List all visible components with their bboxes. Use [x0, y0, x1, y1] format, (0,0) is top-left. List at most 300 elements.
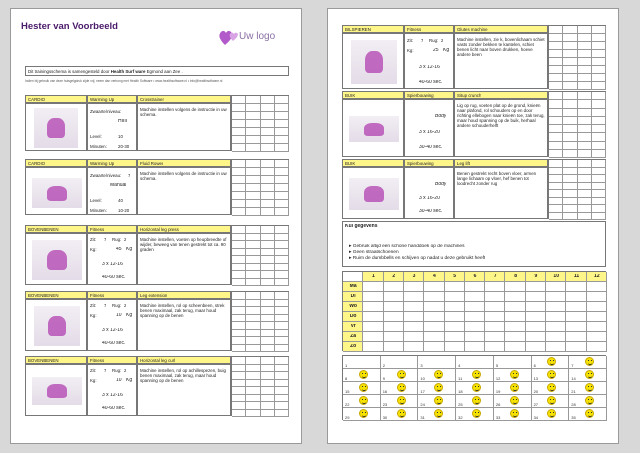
grid-cell: [563, 34, 577, 42]
exercise-category: BOVENBENEN: [28, 358, 59, 363]
minutes-label: Minuten:: [90, 144, 107, 149]
attendance-cell: [566, 342, 586, 352]
grid-cell: [592, 82, 606, 90]
smiley-icon: [397, 383, 406, 392]
grid-cell: [246, 337, 260, 345]
attendance-cell: [363, 332, 383, 342]
exercise-description: Machine instellen, rol op scheenbeen, strek benen maximaal, zak terug, maar houd spanning op de benen: [140, 303, 225, 318]
back-label: Rug:: [112, 237, 122, 242]
attendance-cell: [363, 342, 383, 352]
grid-cell: [275, 249, 289, 257]
smiley-icon: [472, 370, 481, 379]
grid-cell: [275, 300, 289, 308]
attendance-cell: [363, 322, 383, 332]
grid-cell: [232, 380, 246, 388]
grid-cell: [246, 160, 260, 168]
attendance-cell: [526, 302, 546, 312]
grid-cell: [232, 184, 246, 192]
progress-grid: [231, 291, 289, 351]
grid-cell: [578, 175, 592, 183]
grid-cell: [578, 92, 592, 100]
smiley-icon: [510, 396, 519, 405]
grid-cell: [592, 92, 606, 100]
grid-cell: [261, 226, 275, 234]
smiley-icon: [585, 409, 594, 418]
grid-cell: [246, 264, 260, 272]
sets-reps: 3 x 12-16: [102, 328, 123, 333]
grid-cell: [232, 168, 246, 176]
grid-cell: [578, 50, 592, 58]
grid-cell: [261, 128, 275, 136]
grid-cell: [246, 136, 260, 144]
attendance-cell: [404, 322, 424, 332]
progress-grid: [231, 159, 289, 215]
attendance-cell: [424, 342, 444, 352]
level-label: Level:: [90, 198, 102, 203]
grid-cell: [246, 387, 260, 395]
day-header: [343, 342, 363, 352]
attendance-cell: [424, 332, 444, 342]
calendar-day-number: 34: [533, 415, 539, 420]
exercise-name: Leg extension: [140, 293, 168, 298]
exercise-name: Glutes machine: [457, 27, 488, 32]
week-number-header: [424, 272, 444, 282]
attendance-cell: [445, 332, 465, 342]
grid-cell: [261, 357, 275, 365]
setting-label: Zwaarte/niveau:: [90, 109, 122, 114]
grid-cell: [261, 365, 275, 373]
attendance-cell: [546, 312, 566, 322]
exercise-type: Warming Up: [90, 161, 115, 166]
calendar-day-number: 21: [571, 389, 576, 394]
week-number: 2: [392, 274, 396, 279]
grid-cell: [246, 315, 260, 323]
exercise-description: Machine instellen volgens de instructie in uw schema.: [140, 107, 227, 117]
calendar-day-number: 20: [533, 389, 539, 394]
grid-cell: [275, 144, 289, 152]
grid-cell: [232, 264, 246, 272]
grid-cell: [275, 402, 289, 410]
weight-value: 10: [116, 378, 122, 383]
grid-cell: [232, 144, 246, 152]
smiley-icon: [510, 383, 519, 392]
calendar-day-number: 15: [345, 389, 350, 394]
level-label: Level:: [90, 134, 102, 139]
calendar-day: [569, 408, 607, 421]
grid-cell: [232, 292, 246, 300]
grid-cell: [578, 168, 592, 176]
grid-cell: [261, 256, 275, 264]
day-label: Zo: [350, 344, 357, 349]
calendar-day: [494, 408, 532, 421]
attendance-cell: [404, 292, 424, 302]
grid-cell: [246, 256, 260, 264]
attendance-cell: [566, 302, 586, 312]
kg-label: Kg:: [90, 313, 97, 318]
sets-reps: 3 x 12-16: [102, 262, 123, 267]
attendance-cell: [465, 322, 485, 332]
minutes-value: 20-30: [118, 144, 130, 149]
calendar-day: [418, 395, 456, 408]
attendance-cell: [363, 312, 383, 322]
glutes-machine-illustration: [351, 40, 397, 84]
attendance-cell: [445, 282, 465, 292]
smiley-icon: [397, 396, 406, 405]
seat-value: 7: [421, 38, 424, 43]
grid-cell: [261, 184, 275, 192]
attendance-cell: [404, 332, 424, 342]
attendance-cell: [445, 302, 465, 312]
notes-title: Kul gegevens: [345, 224, 378, 229]
attendance-cell: [566, 312, 586, 322]
day-header: [343, 282, 363, 292]
grid-cell: [592, 26, 606, 34]
grid-cell: [563, 117, 577, 125]
calendar-day-number: 23: [382, 402, 388, 407]
attendance-cell: [343, 272, 363, 282]
smiley-icon: [585, 383, 594, 392]
smiley-icon: [585, 396, 594, 405]
smiley-icon: [359, 409, 368, 418]
attendance-cell: [445, 312, 465, 322]
calendar-day-number: 26: [495, 402, 501, 407]
grid-cell: [275, 120, 289, 128]
smiley-icon: [547, 396, 556, 405]
intro-strong: Health Surf ware: [110, 69, 147, 74]
attendance-cell: [445, 292, 465, 302]
exercise-type: Fitness: [407, 27, 422, 32]
grid-cell: [261, 402, 275, 410]
rest-time: 30-40 sec.: [419, 145, 443, 150]
grid-cell: [261, 337, 275, 345]
calendar-day: [569, 382, 607, 395]
grid-cell: [246, 365, 260, 373]
attendance-cell: [505, 332, 525, 342]
grid-cell: [246, 380, 260, 388]
grid-cell: [592, 58, 606, 66]
leg-curl-illustration: [32, 377, 82, 405]
rest-time: 40-60 sec.: [102, 406, 126, 411]
calendar-day: [456, 395, 494, 408]
grid-cell: [275, 241, 289, 249]
grid-cell: [261, 372, 275, 380]
grid-cell: [246, 226, 260, 234]
seat-value: 7: [104, 237, 107, 242]
calendar-day-number: 7: [571, 363, 574, 368]
grid-cell: [563, 74, 577, 82]
weight-unit: Kg: [126, 313, 133, 318]
back-label: Rug:: [429, 38, 439, 43]
calendar-day-number: 16: [382, 389, 388, 394]
calendar-day: [494, 369, 532, 382]
grid-cell: [578, 82, 592, 90]
grid-cell: [578, 66, 592, 74]
attendance-cell: [587, 322, 607, 332]
attendance-cell: [587, 342, 607, 352]
exercise-type: Spierbouwing: [407, 93, 434, 98]
grid-cell: [563, 190, 577, 198]
attendance-cell: [363, 292, 383, 302]
grid-cell: [592, 117, 606, 125]
grid-cell: [549, 34, 563, 42]
grid-cell: [563, 168, 577, 176]
attendance-cell: [526, 292, 546, 302]
grid-cell: [246, 271, 260, 279]
grid-cell: [549, 82, 563, 90]
attendance-cell: [363, 302, 383, 312]
grid-cell: [246, 234, 260, 242]
attendance-cell: [587, 332, 607, 342]
grid-cell: [232, 357, 246, 365]
grid-cell: [578, 117, 592, 125]
calendar-day: [381, 408, 419, 421]
calendar-day: [532, 408, 570, 421]
weight-unit: Kg: [126, 378, 133, 383]
grid-cell: [232, 402, 246, 410]
weekly-attendance-grid: [342, 271, 606, 351]
progress-grid: [548, 159, 606, 219]
grid-cell: [232, 249, 246, 257]
smiley-icon: [547, 357, 556, 366]
logo-text: Uw logo: [239, 31, 276, 42]
smiley-icon: [434, 370, 443, 379]
attendance-cell: [587, 312, 607, 322]
kg-label: Kg:: [90, 247, 97, 252]
grid-cell: [261, 168, 275, 176]
grid-cell: [549, 133, 563, 141]
progress-grid: [231, 356, 289, 416]
calendar-day: [343, 382, 381, 395]
seat-label: Zit:: [90, 303, 97, 308]
rest-time: 40-60 sec.: [102, 341, 126, 346]
calendar-day-number: 19: [495, 389, 501, 394]
calendar-day-number: 35: [571, 415, 576, 420]
week-number: 7: [493, 274, 497, 279]
attendance-cell: [526, 322, 546, 332]
smiley-icon: [397, 409, 406, 418]
grid-cell: [232, 136, 246, 144]
calendar-day: [569, 369, 607, 382]
calendar-day-number: 22: [345, 402, 350, 407]
exercise-name: Horizontal leg press: [140, 227, 179, 232]
grid-cell: [246, 330, 260, 338]
grid-cell: [275, 96, 289, 104]
attendance-cell: [424, 312, 444, 322]
smiley-icon: [547, 383, 556, 392]
grid-cell: [275, 192, 289, 200]
week-number-header: [485, 272, 505, 282]
grid-cell: [261, 345, 275, 353]
grid-cell: [246, 184, 260, 192]
grid-cell: [261, 315, 275, 323]
grid-cell: [261, 387, 275, 395]
grid-cell: [261, 136, 275, 144]
attendance-cell: [404, 302, 424, 312]
grid-cell: [275, 104, 289, 112]
grid-cell: [275, 264, 289, 272]
attendance-cell: [587, 302, 607, 312]
grid-cell: [261, 120, 275, 128]
attendance-cell: [465, 332, 485, 342]
grid-cell: [275, 184, 289, 192]
calendar-day: [381, 356, 419, 369]
attendance-cell: [404, 282, 424, 292]
grid-cell: [261, 279, 275, 287]
exercise-description: Machine instellen, zie k, bovenlichaam schiet vasts zonder bekken te kantelen, schiet benen licht naar boven drukken, hoeve andere been: [457, 37, 545, 57]
weight-unit: Kg: [126, 247, 133, 252]
attendance-cell: [526, 282, 546, 292]
grid-cell: [246, 300, 260, 308]
grid-cell: [275, 208, 289, 216]
day-header: [343, 332, 363, 342]
smiley-icon: [397, 370, 406, 379]
smiley-icon: [547, 370, 556, 379]
grid-cell: [246, 192, 260, 200]
attendance-cell: [384, 302, 404, 312]
week-number-header: [587, 272, 607, 282]
calendar-day: [343, 395, 381, 408]
grid-cell: [592, 168, 606, 176]
attendance-cell: [526, 342, 546, 352]
grid-cell: [592, 42, 606, 50]
grid-cell: [549, 205, 563, 213]
attendance-cell: [465, 312, 485, 322]
grid-cell: [563, 92, 577, 100]
grid-cell: [578, 109, 592, 117]
back-value: 2: [441, 38, 444, 43]
grid-cell: [563, 26, 577, 34]
grid-cell: [549, 183, 563, 191]
grid-cell: [261, 208, 275, 216]
grid-cell: [261, 380, 275, 388]
grid-cell: [578, 160, 592, 168]
attendance-cell: [384, 292, 404, 302]
exercise-name: Situp crunch: [457, 93, 482, 98]
calendar-day: [456, 369, 494, 382]
grid-cell: [232, 256, 246, 264]
sets-reps: 3 x 12-16: [419, 65, 440, 70]
grid-cell: [592, 109, 606, 117]
grid-cell: [246, 144, 260, 152]
calendar-day-number: 5: [495, 363, 499, 368]
grid-cell: [549, 50, 563, 58]
attendance-cell: [526, 332, 546, 342]
setting-label: Zwaarte/niveau:: [90, 173, 122, 178]
week-number-header: [445, 272, 465, 282]
level-value: 40: [118, 198, 123, 203]
attendance-cell: [384, 322, 404, 332]
kg-label: Kg:: [407, 48, 414, 53]
grid-cell: [261, 192, 275, 200]
calendar-day-number: 28: [571, 402, 576, 407]
grid-cell: [232, 307, 246, 315]
grid-cell: [232, 365, 246, 373]
grid-cell: [246, 241, 260, 249]
grid-cell: [232, 226, 246, 234]
grid-cell: [261, 104, 275, 112]
grid-cell: [275, 307, 289, 315]
grid-cell: [246, 279, 260, 287]
grid-cell: [232, 372, 246, 380]
grid-cell: [246, 112, 260, 120]
calendar-day: [418, 408, 456, 421]
smiley-icon: [359, 383, 368, 392]
attendance-cell: [424, 282, 444, 292]
grid-cell: [592, 74, 606, 82]
exercise-name: Fluid Rower: [140, 161, 164, 166]
exercise-description: Machine instellen, voeten op heupbreedte of wijder, beweeg van tenen gestrekt tot ca. 90 graden: [140, 237, 227, 252]
leg-press-illustration: [32, 240, 82, 280]
grid-cell: [232, 192, 246, 200]
grid-cell: [578, 42, 592, 50]
attendance-cell: [485, 302, 505, 312]
day-label: Wo: [349, 304, 357, 309]
week-number-header: [546, 272, 566, 282]
exercise-name: Horizontal leg curl: [140, 358, 176, 363]
calendar-day: [456, 382, 494, 395]
grid-cell: [232, 387, 246, 395]
grid-cell: [549, 58, 563, 66]
day-header: [343, 302, 363, 312]
smiley-icon: [472, 383, 481, 392]
attendance-cell: [587, 282, 607, 292]
grid-cell: [592, 190, 606, 198]
grid-cell: [275, 168, 289, 176]
week-number: 9: [534, 274, 538, 279]
intro-suffix: Egmond aan Zee .: [146, 69, 183, 74]
grid-cell: [549, 125, 563, 133]
grid-cell: [275, 372, 289, 380]
exercise-type: Warming Up: [90, 97, 115, 102]
seat-label: Zit:: [90, 368, 97, 373]
grid-cell: [592, 133, 606, 141]
grid-cell: [246, 292, 260, 300]
grid-cell: [275, 128, 289, 136]
attendance-cell: [363, 282, 383, 292]
week-number: 1: [372, 274, 375, 279]
attendance-cell: [546, 282, 566, 292]
calendar-day-number: 2: [382, 363, 385, 368]
day-header: [343, 312, 363, 322]
grid-cell: [578, 190, 592, 198]
grid-cell: [275, 330, 289, 338]
grid-cell: [549, 92, 563, 100]
calendar-day: [343, 408, 381, 421]
week-number-header: [526, 272, 546, 282]
leg-lift-illustration: [349, 178, 399, 210]
grid-cell: [232, 234, 246, 242]
smiley-icon: [472, 409, 481, 418]
smiley-icon: [510, 409, 519, 418]
grid-cell: [246, 249, 260, 257]
day-label: Ma: [349, 284, 357, 289]
week-number: 12: [594, 274, 600, 279]
grid-cell: [563, 58, 577, 66]
grid-cell: [275, 160, 289, 168]
calendar-day-number: 31: [420, 415, 425, 420]
week-number: 11: [573, 274, 580, 279]
calendar-day: [381, 395, 419, 408]
day-header: [343, 322, 363, 332]
calendar-day: [418, 369, 456, 382]
calendar-day-number: 14: [571, 376, 576, 381]
attendance-cell: [505, 322, 525, 332]
grid-cell: [563, 198, 577, 206]
attendance-cell: [485, 322, 505, 332]
grid-cell: [578, 150, 592, 158]
leg-extension-illustration: [34, 306, 80, 346]
calendar-day: [569, 356, 607, 369]
